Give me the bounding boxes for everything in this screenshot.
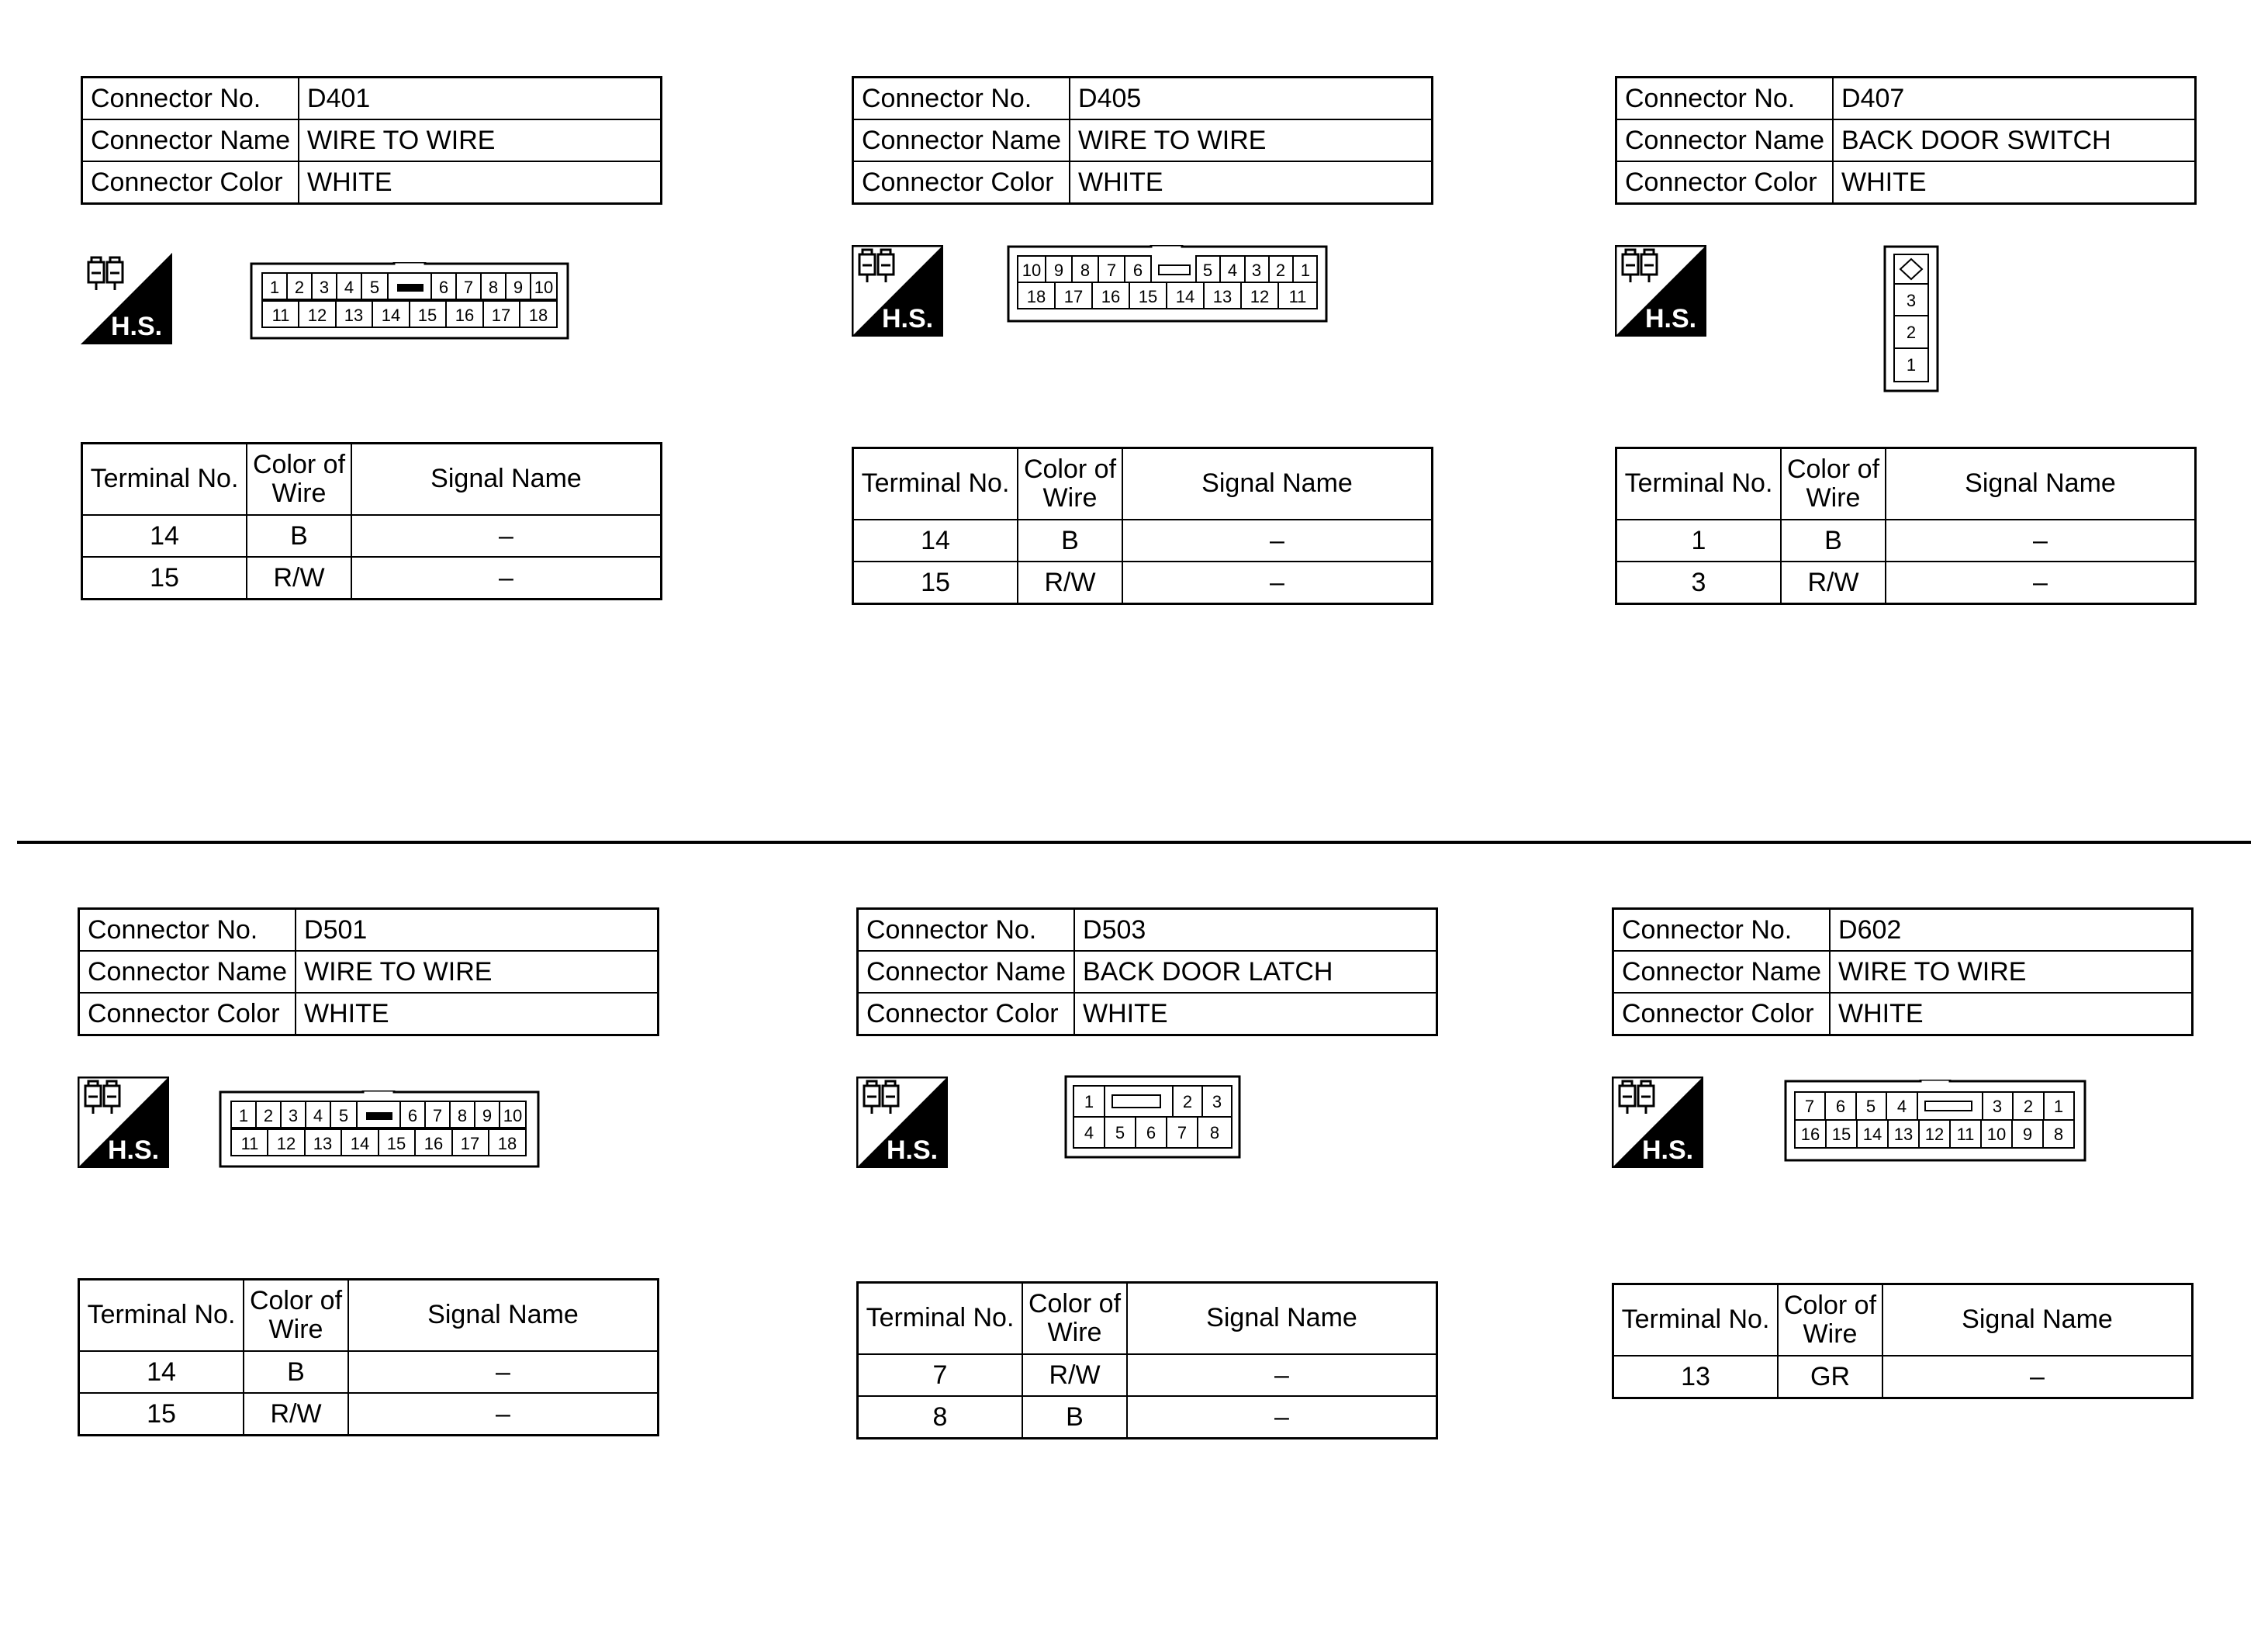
pin-label: 17 bbox=[1063, 287, 1084, 306]
connector-name-label: Connector Name bbox=[858, 951, 1075, 993]
pin-label: 16 bbox=[1101, 287, 1121, 306]
pin-label: 10 bbox=[503, 1106, 523, 1125]
connector-name-value: BACK DOOR SWITCH bbox=[1833, 119, 2195, 161]
signal-name-header: Signal Name bbox=[1882, 1284, 2193, 1357]
pin-label: 6 bbox=[1146, 1123, 1156, 1142]
wire-color-cell: B bbox=[1781, 520, 1886, 562]
connector-no-value: D405 bbox=[1070, 78, 1432, 120]
table-row bbox=[858, 1396, 1437, 1439]
pin-label: 11 bbox=[1288, 287, 1307, 306]
connector-face-d501 bbox=[219, 1090, 540, 1168]
terminal-no-header: Terminal No. bbox=[82, 444, 247, 516]
table-row bbox=[1613, 1356, 2193, 1398]
connector-color-value: WHITE bbox=[296, 993, 658, 1035]
terminal-table bbox=[852, 447, 1433, 605]
connector-name-label: Connector Name bbox=[1613, 951, 1831, 993]
connector-info-table bbox=[78, 907, 659, 1036]
terminal-no-header: Terminal No. bbox=[853, 448, 1018, 520]
connector-color-label: Connector Color bbox=[858, 993, 1075, 1035]
connector-no-value: D503 bbox=[1074, 909, 1436, 952]
signal-cell: – bbox=[1882, 1356, 2193, 1398]
wire-color-cell: R/W bbox=[1022, 1354, 1127, 1396]
pin-label: 8 bbox=[1209, 1123, 1220, 1142]
pin-label: 12 bbox=[1924, 1125, 1945, 1144]
signal-cell: – bbox=[1886, 562, 2196, 604]
pin-label: 6 bbox=[1132, 261, 1143, 280]
pin-label: 3 bbox=[288, 1106, 299, 1125]
connector-no-label: Connector No. bbox=[853, 78, 1070, 120]
connector-info-table bbox=[1615, 76, 2197, 205]
connector-color-value: WHITE bbox=[1074, 993, 1436, 1035]
pin-label: 1 bbox=[269, 278, 280, 297]
wire-color-cell: B bbox=[247, 515, 351, 557]
pin-label: 9 bbox=[513, 278, 524, 297]
pin-label: 16 bbox=[1800, 1125, 1820, 1144]
signal-cell: – bbox=[351, 557, 662, 600]
terminal-table bbox=[1615, 447, 2197, 605]
connector-block-d405 bbox=[852, 76, 1441, 774]
pin-label: 18 bbox=[497, 1134, 517, 1153]
pin-label: 15 bbox=[1831, 1125, 1851, 1144]
connector-name-label: Connector Name bbox=[1616, 119, 1834, 161]
signal-cell: – bbox=[1122, 520, 1433, 562]
pin-label: 7 bbox=[463, 278, 474, 297]
harness-side-icon bbox=[852, 245, 943, 337]
pin-label: 1 bbox=[2053, 1097, 2064, 1116]
wire-color-cell: R/W bbox=[1781, 562, 1886, 604]
connector-info-table bbox=[1612, 907, 2194, 1036]
key-slot bbox=[1925, 1101, 1972, 1111]
signal-name-header: Signal Name bbox=[348, 1280, 659, 1352]
connector-no-value: D407 bbox=[1833, 78, 2195, 120]
pin-label: 13 bbox=[1212, 287, 1232, 306]
connector-face-d602 bbox=[1784, 1080, 2086, 1162]
connector-no-value: D401 bbox=[299, 78, 661, 120]
pin-label: 8 bbox=[457, 1106, 468, 1125]
table-row bbox=[82, 515, 662, 557]
pin-label: 15 bbox=[386, 1134, 406, 1153]
pin-label: 4 bbox=[1084, 1123, 1094, 1142]
connector-name-value: BACK DOOR LATCH bbox=[1074, 951, 1436, 993]
connector-color-label: Connector Color bbox=[853, 161, 1070, 204]
signal-cell: – bbox=[351, 515, 662, 557]
hs-label: H.S. bbox=[886, 1135, 939, 1165]
signal-cell: – bbox=[348, 1393, 659, 1436]
terminal-table bbox=[81, 442, 662, 600]
connector-block-d602 bbox=[1612, 907, 2201, 1605]
color-of-wire-header: Color of Wire bbox=[247, 444, 351, 516]
connector-name-value: WIRE TO WIRE bbox=[1070, 119, 1432, 161]
table-row bbox=[79, 1351, 659, 1393]
pin-label: 6 bbox=[1835, 1097, 1846, 1116]
connector-color-value: WHITE bbox=[299, 161, 661, 204]
connector-info-table bbox=[852, 76, 1433, 205]
pin-label: 5 bbox=[1115, 1123, 1125, 1142]
wire-color-cell: B bbox=[1022, 1396, 1127, 1439]
signal-name-header: Signal Name bbox=[1122, 448, 1433, 520]
signal-name-header: Signal Name bbox=[1886, 448, 2196, 520]
terminal-cell: 8 bbox=[858, 1396, 1023, 1439]
signal-cell: – bbox=[1122, 562, 1433, 604]
terminal-table bbox=[78, 1278, 659, 1436]
pin-label: 18 bbox=[528, 306, 548, 325]
terminal-cell: 14 bbox=[82, 515, 247, 557]
pin-label: 5 bbox=[338, 1106, 349, 1125]
pin-label: 10 bbox=[1986, 1125, 2007, 1144]
pin-label: 16 bbox=[455, 306, 475, 325]
connector-color-label: Connector Color bbox=[1616, 161, 1834, 204]
connector-no-label: Connector No. bbox=[79, 909, 296, 952]
connector-block-d401 bbox=[81, 76, 670, 774]
connector-color-value: WHITE bbox=[1070, 161, 1432, 204]
hs-label: H.S. bbox=[1644, 304, 1697, 334]
connector-face-d503 bbox=[1064, 1075, 1241, 1159]
pin-label: 17 bbox=[491, 306, 511, 325]
wire-color-cell: R/W bbox=[247, 557, 351, 600]
table-row bbox=[858, 1354, 1437, 1396]
connector-no-label: Connector No. bbox=[1616, 78, 1834, 120]
terminal-table bbox=[1612, 1283, 2194, 1399]
harness-side-icon bbox=[1615, 245, 1706, 337]
pin-label: 2 bbox=[1182, 1092, 1193, 1111]
harness-side-icon bbox=[1612, 1077, 1703, 1168]
terminal-no-header: Terminal No. bbox=[858, 1283, 1023, 1355]
wire-color-cell: R/W bbox=[1018, 562, 1122, 604]
pin-label: 12 bbox=[307, 306, 327, 325]
connector-name-label: Connector Name bbox=[853, 119, 1070, 161]
pin-label: 13 bbox=[313, 1134, 333, 1153]
terminal-cell: 13 bbox=[1613, 1356, 1779, 1398]
connector-name-value: WIRE TO WIRE bbox=[1830, 951, 2192, 993]
connector-info-table bbox=[856, 907, 1438, 1036]
pin-label: 1 bbox=[238, 1106, 249, 1125]
connector-no-label: Connector No. bbox=[1613, 909, 1831, 952]
pin-label: 4 bbox=[1896, 1097, 1907, 1116]
terminal-cell: 14 bbox=[853, 520, 1018, 562]
connector-name-label: Connector Name bbox=[82, 119, 299, 161]
connector-no-label: Connector No. bbox=[82, 78, 299, 120]
pin-label: 8 bbox=[1080, 261, 1091, 280]
table-row bbox=[1616, 520, 2196, 562]
table-row bbox=[853, 520, 1433, 562]
pin-label: 5 bbox=[369, 278, 380, 297]
color-of-wire-header: Color of Wire bbox=[1778, 1284, 1882, 1357]
color-of-wire-header: Color of Wire bbox=[1022, 1283, 1127, 1355]
pin-label: 2 bbox=[294, 278, 305, 297]
hs-label: H.S. bbox=[110, 312, 163, 341]
pin-label: 1 bbox=[1300, 261, 1311, 280]
connector-color-label: Connector Color bbox=[79, 993, 296, 1035]
connector-name-value: WIRE TO WIRE bbox=[299, 119, 661, 161]
hs-label: H.S. bbox=[107, 1135, 160, 1165]
signal-name-header: Signal Name bbox=[1127, 1283, 1437, 1355]
signal-cell: – bbox=[348, 1351, 659, 1393]
pin-label: 5 bbox=[1202, 261, 1213, 280]
pin-label: 14 bbox=[381, 306, 401, 325]
harness-side-icon bbox=[78, 1077, 169, 1168]
pin-label: 10 bbox=[534, 278, 554, 297]
signal-name-header: Signal Name bbox=[351, 444, 662, 516]
key-slot bbox=[366, 1112, 392, 1120]
terminal-no-header: Terminal No. bbox=[1613, 1284, 1779, 1357]
wire-color-cell: GR bbox=[1778, 1356, 1882, 1398]
pin-label: 2 bbox=[1906, 323, 1917, 342]
pin-label: 2 bbox=[263, 1106, 274, 1125]
wire-color-cell: B bbox=[244, 1351, 348, 1393]
pin-label: 11 bbox=[1956, 1125, 1975, 1144]
pin-label: 9 bbox=[2022, 1125, 2033, 1144]
wire-color-cell: B bbox=[1018, 520, 1122, 562]
terminal-no-header: Terminal No. bbox=[1616, 448, 1782, 520]
pin-label: 10 bbox=[1022, 261, 1042, 280]
terminal-table bbox=[856, 1281, 1438, 1439]
terminal-cell: 15 bbox=[79, 1393, 244, 1436]
pin-label: 11 bbox=[240, 1134, 259, 1153]
hs-label: H.S. bbox=[881, 304, 934, 334]
connector-no-label: Connector No. bbox=[858, 909, 1075, 952]
terminal-cell: 15 bbox=[853, 562, 1018, 604]
pin-label: 6 bbox=[407, 1106, 418, 1125]
pin-label: 1 bbox=[1906, 355, 1917, 375]
harness-side-icon bbox=[856, 1077, 948, 1168]
pin-label: 3 bbox=[1992, 1097, 2003, 1116]
pin-label: 9 bbox=[482, 1106, 493, 1125]
connector-block-d503 bbox=[856, 907, 1446, 1605]
key-slot bbox=[1159, 265, 1190, 275]
pin-label: 4 bbox=[313, 1106, 323, 1125]
pin-label: 18 bbox=[1026, 287, 1046, 306]
connector-block-d407 bbox=[1615, 76, 2204, 774]
pin-label: 13 bbox=[344, 306, 364, 325]
color-of-wire-header: Color of Wire bbox=[1781, 448, 1886, 520]
key-slot bbox=[1112, 1095, 1160, 1108]
pin-label: 3 bbox=[1212, 1092, 1222, 1111]
terminal-no-header: Terminal No. bbox=[79, 1280, 244, 1352]
pin-label: 5 bbox=[1865, 1097, 1876, 1116]
pin-label: 4 bbox=[344, 278, 354, 297]
connector-face-d405 bbox=[1007, 245, 1328, 323]
harness-side-icon bbox=[81, 253, 172, 344]
hs-label: H.S. bbox=[1641, 1135, 1694, 1165]
terminal-cell: 3 bbox=[1616, 562, 1782, 604]
pin-label: 2 bbox=[2023, 1097, 2034, 1116]
pin-label: 7 bbox=[1804, 1097, 1815, 1116]
pin-label: 12 bbox=[276, 1134, 296, 1153]
table-row bbox=[853, 562, 1433, 604]
connector-no-value: D501 bbox=[296, 909, 658, 952]
signal-cell: – bbox=[1127, 1396, 1437, 1439]
pin-label: 13 bbox=[1893, 1125, 1914, 1144]
pin-label: 3 bbox=[1251, 261, 1262, 280]
pin-label: 3 bbox=[319, 278, 330, 297]
connector-color-value: WHITE bbox=[1833, 161, 2195, 204]
pin-label: 11 bbox=[271, 306, 290, 325]
pin-label: 1 bbox=[1084, 1092, 1094, 1111]
color-of-wire-header: Color of Wire bbox=[1018, 448, 1122, 520]
pin-label: 8 bbox=[2053, 1125, 2064, 1144]
pin-label: 2 bbox=[1275, 261, 1286, 280]
color-of-wire-header: Color of Wire bbox=[244, 1280, 348, 1352]
connector-color-label: Connector Color bbox=[82, 161, 299, 204]
pin-label: 17 bbox=[460, 1134, 480, 1153]
connector-face-d407 bbox=[1883, 245, 1939, 392]
pin-label: 7 bbox=[432, 1106, 443, 1125]
connector-block-d501 bbox=[78, 907, 667, 1605]
pin-label: 12 bbox=[1250, 287, 1270, 306]
terminal-cell: 7 bbox=[858, 1354, 1023, 1396]
connector-name-label: Connector Name bbox=[79, 951, 296, 993]
pin-label: 7 bbox=[1177, 1123, 1188, 1142]
pin-label: 6 bbox=[438, 278, 449, 297]
key-slot bbox=[397, 284, 424, 292]
pin-label: 14 bbox=[1175, 287, 1195, 306]
connector-info-table bbox=[81, 76, 662, 205]
terminal-cell: 14 bbox=[79, 1351, 244, 1393]
section-divider bbox=[17, 841, 2251, 844]
pin-label: 3 bbox=[1906, 291, 1917, 310]
connector-color-label: Connector Color bbox=[1613, 993, 1831, 1035]
signal-cell: – bbox=[1886, 520, 2196, 562]
table-row bbox=[79, 1393, 659, 1436]
signal-cell: – bbox=[1127, 1354, 1437, 1396]
pin-label: 7 bbox=[1106, 261, 1117, 280]
pin-label: 8 bbox=[488, 278, 499, 297]
pin-label: 15 bbox=[417, 306, 437, 325]
connector-color-value: WHITE bbox=[1830, 993, 2192, 1035]
pin-label: 14 bbox=[350, 1134, 370, 1153]
wire-color-cell: R/W bbox=[244, 1393, 348, 1436]
terminal-cell: 15 bbox=[82, 557, 247, 600]
pin-label: 15 bbox=[1138, 287, 1158, 306]
pin-label: 4 bbox=[1227, 261, 1238, 280]
connector-no-value: D602 bbox=[1830, 909, 2192, 952]
table-row bbox=[1616, 562, 2196, 604]
connector-face-d401 bbox=[250, 262, 569, 340]
table-row bbox=[82, 557, 662, 600]
pin-label: 14 bbox=[1862, 1125, 1882, 1144]
pin-label: 9 bbox=[1053, 261, 1064, 280]
connector-name-value: WIRE TO WIRE bbox=[296, 951, 658, 993]
terminal-cell: 1 bbox=[1616, 520, 1782, 562]
pin-label: 16 bbox=[424, 1134, 444, 1153]
